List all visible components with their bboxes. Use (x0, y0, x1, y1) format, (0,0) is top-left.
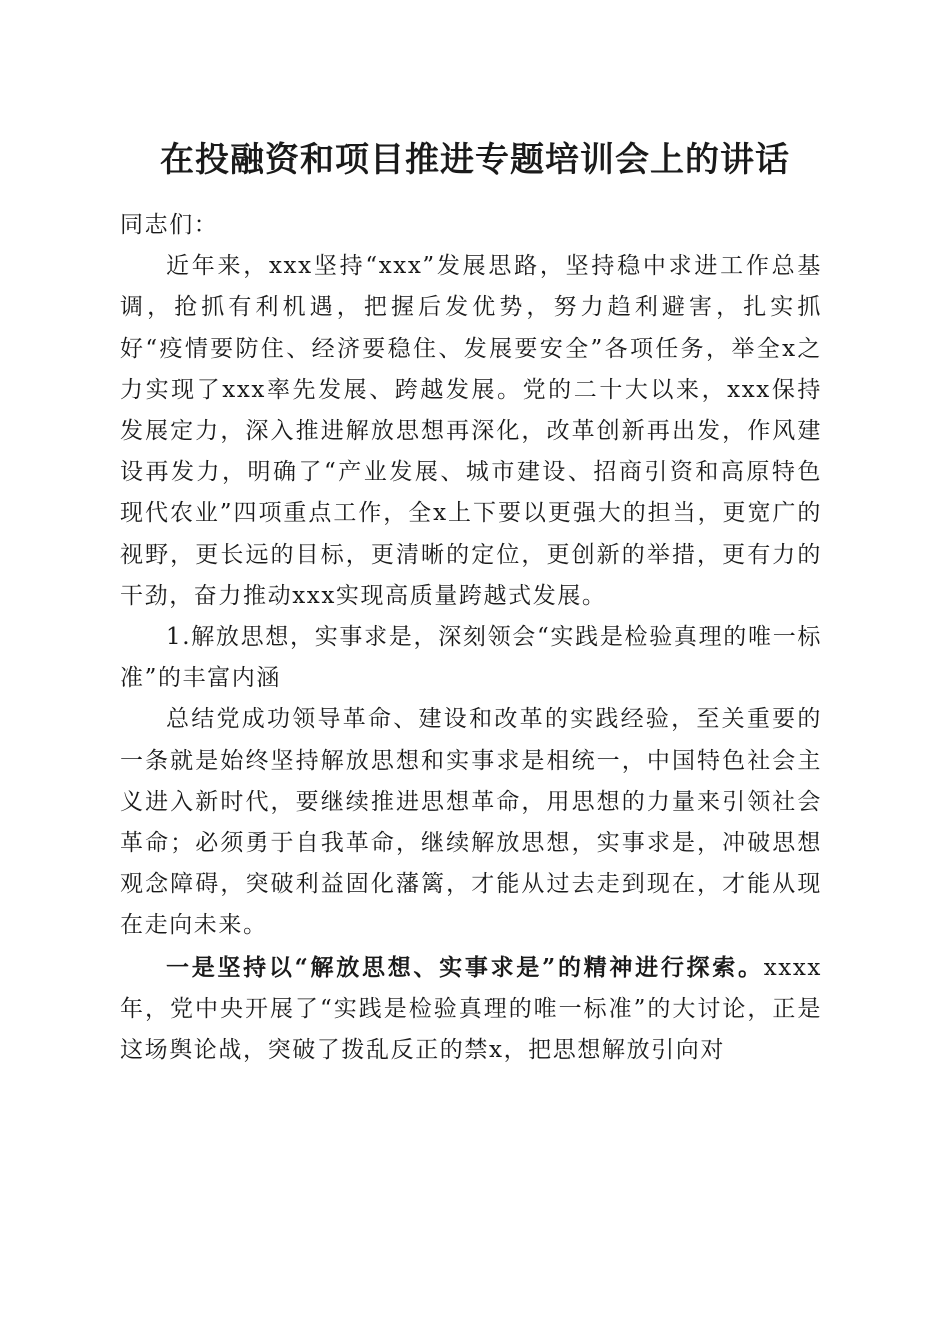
paragraph-point-one (120, 947, 822, 1072)
salutation: 同志们： (120, 212, 219, 238)
paragraph-lead-text: 一是坚持以“解放思想、实事求是”的精神进行探索。 (166, 953, 764, 981)
document-title: 在投融资和项目推进专题培训会上的讲话 (160, 140, 790, 180)
section-heading-1: 1.解放思想，实事求是，深刻领会“实践是检验真理的唯一标准”的丰富内涵 (120, 624, 822, 692)
paragraph-summary: 总结党成功领导革命、建设和改革的实践经验，至关重要的一条就是始终坚持解放思想和实事求是相统一，中国特色社会主义进入新时代，要继续推进思想革命，用思想的力量来引领社会革命；必须勇于自我革命，继续解放思想，实事求是，冲破思想观念障碍，突破利益固化藩篱，才能从过去走到现在，才能从现在走向未来。 (120, 706, 822, 939)
paragraph-intro: 近年来，xxx坚持“xxx”发展思路，坚持稳中求进工作总基调，抢抓有利机遇，把握后发优势，努力趋利避害，扎实抓好“疫情要防住、经济要稳住、发展要安全”各项任务，举全x之力实现了xxx率先发展、跨越发展。党的二十大以来，xxx保持发展定力，深入推进解放思想再深化，改革创新再出发，作风建设再发力，明确了“产业发展、城市建设、招商引资和高原特色现代农业”四项重点工作，全x上下要以更强大的担当，更宽广的视野，更长远的目标，更清晰的定位，更创新的举措，更有力的干劲，奋力推动xxx实现高质量跨越式发展。 (120, 253, 822, 609)
paragraph-rest-text: xxxx年，党中央开展了“实践是检验真理的唯一标准”的大讨论，正是这场舆论战，突破了拨乱反正的禁x，把思想解放引向对 (120, 954, 822, 1064)
document-body (120, 205, 822, 1071)
